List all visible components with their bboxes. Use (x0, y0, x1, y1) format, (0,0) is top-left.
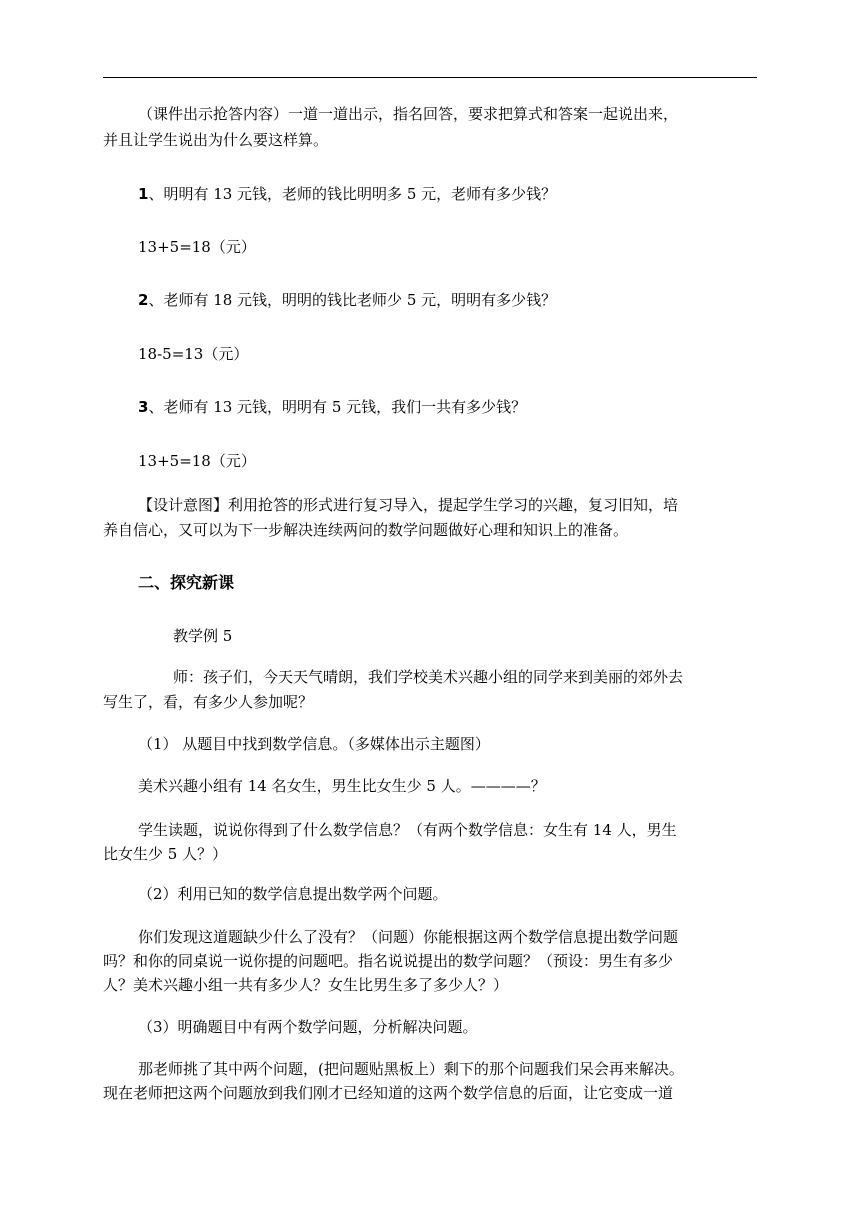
teacher-talk-line-1: 师：孩子们，今天天气晴朗，我们学校美术兴趣小组的同学来到美丽的郊外去 (173, 668, 684, 686)
design-intent-line-2: 养自信心，又可以为下一步解决连续两问的数学问题做好心理和知识上的准备。 (103, 521, 629, 539)
question-1-text: 、明明有 13 元钱，老师的钱比明明多 5 元，老师有多少钱？ (148, 185, 557, 203)
teacher-pick-line-2: 现在老师把这两个问题放到我们刚才已经知道的这两个数学信息的后面，让它变成一道 (103, 1084, 674, 1102)
student-read-line-2: 比女生少 5 人？） (103, 845, 228, 863)
answer-1: 13+5=18（元） (138, 238, 256, 256)
question-2-text: 、老师有 18 元钱，明明的钱比老师少 5 元，明明有多少钱？ (148, 291, 557, 309)
question-3-number: 3 (138, 398, 149, 416)
question-2 (138, 289, 556, 311)
question-3-text: 、老师有 13 元钱，明明有 5 元钱，我们一共有多少钱？ (148, 398, 527, 416)
answer-3: 13+5=18（元） (138, 452, 256, 470)
teacher-pick-line-1: 那老师挑了其中两个问题，(把问题贴黑板上）剩下的那个问题我们呆会再来解决。 (138, 1060, 684, 1078)
example-label: 教学例 5 (173, 627, 233, 645)
discover-line-1: 你们发现这道题缺少什么了没有？（问题）你能根据这两个数学信息提出数学问题 (138, 928, 679, 946)
step-1: （1） 从题目中找到数学信息。（多媒体出示主题图） (138, 735, 490, 753)
answer-2: 18-5=13（元） (138, 345, 249, 363)
discover-line-3: 人？美术兴趣小组一共有多少人？女生比男生多了多少人？） (103, 976, 509, 994)
step-2: （2）利用已知的数学信息提出数学两个问题。 (138, 885, 448, 903)
step-3: （3）明确题目中有两个数学问题，分析解决问题。 (138, 1018, 478, 1036)
intro-line-1: （课件出示抢答内容）一道一道出示，指名回答，要求把算式和答案一起说出来， (138, 105, 679, 123)
problem-statement: 美术兴趣小组有 14 名女生，男生比女生少 5 人。————？ (138, 777, 546, 795)
question-1-number: 1 (138, 185, 149, 203)
question-2-number: 2 (138, 291, 149, 309)
question-3 (138, 396, 526, 418)
question-1 (138, 183, 556, 205)
header-rule (103, 77, 757, 78)
intro-line-2: 并且让学生说出为什么要这样算。 (103, 131, 329, 149)
student-read-line-1: 学生读题，说说你得到了什么数学信息？（有两个数学信息：女生有 14 人，男生 (138, 821, 677, 839)
section-heading: 二、探究新课 (138, 573, 235, 592)
discover-line-2: 吗？和你的同桌说一说你提的问题吧。指名说说提出的数学问题？（预设：男生有多少 (103, 952, 674, 970)
teacher-talk-line-2: 写生了，看，有多少人参加呢？ (103, 693, 314, 711)
design-intent-line-1: 【设计意图】利用抢答的形式进行复习导入，提起学生学习的兴趣，复习旧知，培 (138, 496, 679, 514)
